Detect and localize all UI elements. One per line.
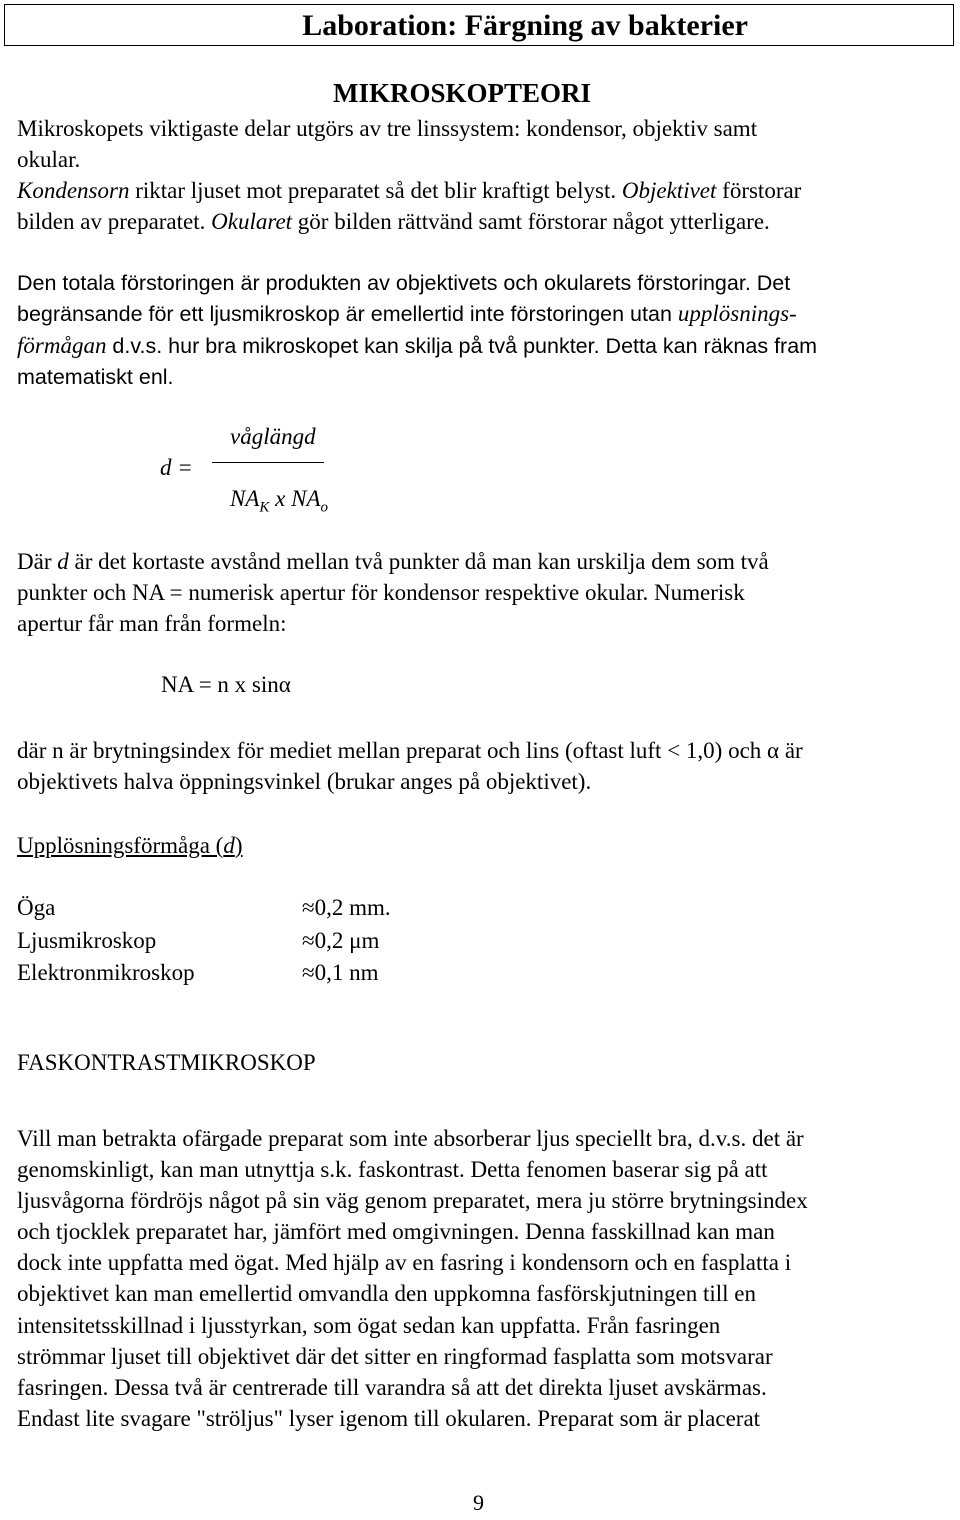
paragraph-line: Mikroskopets viktigaste delar utgörs av tre linssystem: kondensor, objektiv samt (17, 116, 758, 141)
text-span: d.v.s. hur bra mikroskopet kan skilja på två punkter. Detta kan räknas fram (106, 334, 818, 358)
formula-numerator: våglängd (230, 424, 316, 449)
term-formagan: förmågan (17, 333, 107, 358)
approx-icon: ≈ (302, 895, 315, 920)
paragraph-line: genomskinligt, kan man utnyttja s.k. faskontrast. Detta fenomen baserar sig på att (17, 1157, 768, 1182)
paragraph-line: apertur får man från formeln: (17, 611, 287, 636)
paragraph-line: objektivets halva öppningsvinkel (brukar anges på objektivet). (17, 769, 592, 794)
text-span: bilden av preparatet. (17, 209, 212, 234)
paragraph-line: Endast lite svagare "ströljus" lyser igenom till okularen. Preparat som är placerat (17, 1406, 761, 1431)
resolution-label: Öga (17, 895, 56, 920)
resolution-value (302, 893, 391, 923)
subscript: o (320, 499, 329, 516)
text-span: ) (234, 833, 243, 858)
text-span: gör bilden rättvänd samt förstorar något ytterligare. (292, 209, 770, 234)
term-objektivet: Objektivet (621, 178, 717, 203)
term-okularet: Okularet (211, 209, 293, 234)
page-number: 9 (473, 1490, 484, 1515)
text-span: är det kortaste avstånd mellan två punkter då man kan urskilja dem som två (68, 549, 769, 574)
resolution-value (302, 926, 379, 956)
paragraph-line (17, 736, 803, 766)
text-span: 0,2 mm. (314, 895, 391, 920)
formula-denominator (230, 486, 328, 517)
paragraph-line (17, 331, 817, 361)
text-span: NA (230, 486, 260, 511)
paragraph-line: okular. (17, 147, 81, 172)
text-span: 0,2 μm (314, 928, 380, 953)
document-title: Laboration: Färgning av bakterier (302, 9, 748, 42)
resolution-heading (17, 831, 243, 861)
term-kondensorn: Kondensorn (17, 178, 130, 203)
text-span: NA = n x sin (161, 672, 279, 697)
title-box (4, 4, 954, 46)
paragraph-line: och tjocklek preparatet har, jämfört med omgivningen. Denna fasskillnad kan man (17, 1219, 775, 1244)
paragraph-line (17, 299, 797, 329)
variable-d: d (57, 549, 69, 574)
text-span: Upplösningsförmåga ( (17, 833, 224, 858)
paragraph-line: Vill man betrakta ofärgade preparat som inte absorberar ljus speciellt bra, d.v.s. det är (17, 1126, 804, 1151)
section-heading-mikroskopteori: MIKROSKOPTEORI (333, 78, 592, 108)
approx-icon: ≈ (302, 928, 315, 953)
term-upplosningsformagan: upplösnings- (677, 301, 797, 326)
section-heading-faskontrastmikroskop: FASKONTRASTMIKROSKOP (17, 1050, 316, 1075)
text-span: är (779, 738, 803, 763)
paragraph-line: matematiskt enl. (17, 365, 174, 389)
approx-icon: ≈ (302, 960, 315, 985)
paragraph-line: fasringen. Dessa två är centrerade till varandra så att det direkta ljuset avskärmas. (17, 1375, 767, 1400)
formula-lhs: d = (160, 455, 193, 480)
text-span: NA (291, 486, 321, 511)
text-span: begränsande för ett ljusmikroskop är emellertid inte förstoringen utan (17, 302, 678, 326)
paragraph-line: intensitetsskillnad i ljusstyrkan, som ögat sedan kan uppfatta. Från fasringen (17, 1313, 721, 1338)
paragraph-line: dock inte uppfatta med ögat. Med hjälp av en fasring i kondensorn och en fasplatta i (17, 1250, 792, 1275)
text-span: 0,1 nm (314, 960, 379, 985)
alpha-symbol: α (767, 738, 780, 763)
alpha-symbol: α (278, 672, 291, 697)
paragraph-line: punkter och NA = numerisk apertur för kondensor respektive okular. Numerisk (17, 580, 745, 605)
text-span: riktar ljuset mot preparatet så det blir kraftigt belyst. (129, 178, 622, 203)
resolution-label: Ljusmikroskop (17, 928, 157, 953)
paragraph-line (17, 176, 801, 206)
paragraph-line (17, 547, 769, 577)
text-span: x (269, 486, 292, 511)
text-span: Där (17, 549, 58, 574)
paragraph-line: objektivet kan man emellertid omvandla den uppkomna fasförskjutningen till en (17, 1281, 757, 1306)
fraction-bar (212, 462, 324, 463)
paragraph-line: Den totala förstoringen är produkten av objektivets och okularets förstoringar. Det (17, 271, 791, 295)
text-span: förstorar (716, 178, 802, 203)
paragraph-line: strömmar ljuset till objektivet där det sitter en ringformad fasplatta som motsvarar (17, 1344, 773, 1369)
subscript: K (259, 499, 270, 516)
formula-na (161, 672, 291, 698)
resolution-label: Elektronmikroskop (17, 960, 195, 985)
variable-d: d (223, 833, 235, 858)
resolution-value (302, 958, 379, 988)
paragraph-line: ljusvågorna fördröjs något på sin väg genom preparatet, mera ju större brytningsindex (17, 1188, 808, 1213)
text-span: där n är brytningsindex för mediet mellan preparat och lins (oftast luft < 1,0) och (17, 738, 768, 763)
paragraph-line (17, 207, 770, 237)
